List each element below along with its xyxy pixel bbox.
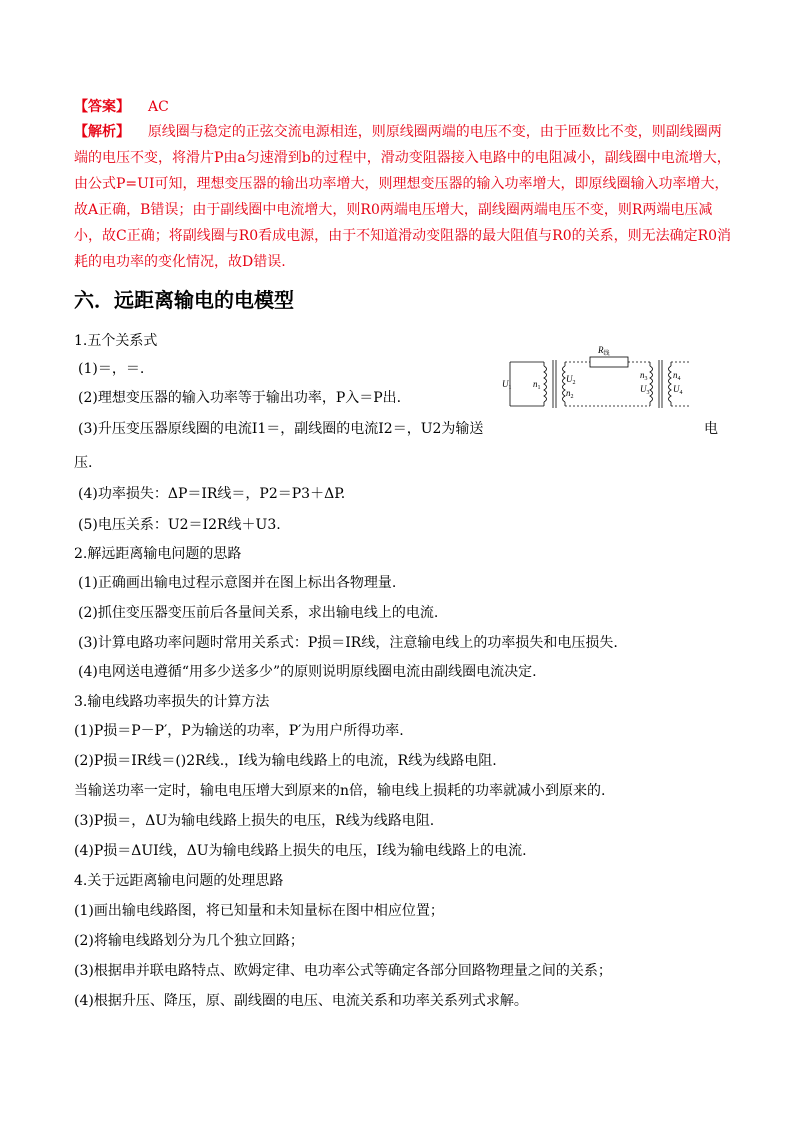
answer-line (74, 96, 169, 116)
loss-1: (1)P损＝P－P′，P为输送的功率，P′为用户所得功率. (74, 723, 404, 739)
handling-3: (3)根据串并联电路特点、欧姆定律、电功率公式等确定各部分回路物理量之间的关系； (74, 963, 612, 979)
approach-2: (2)抓住变压器变压前后各量间关系，求出输电线上的电流. (78, 605, 439, 621)
loss-note: 当输送功率一定时，输电电压增大到原来的n倍，输电线上损耗的功率就减小到原来的. (74, 783, 606, 799)
label-u1: $U_1$ (502, 379, 512, 391)
transmission-circuit-diagram (500, 340, 700, 420)
relation-2: (2)理想变压器的输入功率等于输出功率，P入＝P出. (78, 390, 402, 406)
heading-handling: 4.关于远距离输电问题的处理思路 (74, 873, 284, 889)
relation-5: (5)电压关系：U2＝I2R线＋U3. (78, 517, 281, 533)
heading-approach: 2.解远距离输电问题的思路 (74, 546, 242, 562)
analysis-paragraph (74, 119, 734, 275)
label-n3: $n_3$ (640, 370, 648, 382)
handling-4: (4)根据升压、降压，原、副线圈的电压、电流关系和功率关系列式求解。 (74, 993, 528, 1009)
relation-4: (4)功率损失：ΔP＝IR线＝，P2＝P3＋ΔP. (78, 486, 346, 502)
relation-3-tail: 电 (704, 421, 718, 437)
approach-1: (1)正确画出输电过程示意图并在图上标出各物理量. (78, 575, 397, 591)
loss-4: (4)P损＝ΔUI线，ΔU为输电线路上损失的电压，I线为输电线路上的电流. (74, 843, 527, 859)
resistor-label: $R_线$ (598, 345, 610, 357)
label-n2: $n_2$ (566, 388, 574, 400)
handling-2: (2)将输电线路划分为几个独立回路； (74, 933, 304, 949)
analysis-text: 原线圈与稳定的正弦交流电源相连，则原线圈两端的电压不变，由于匝数比不变，则副线圈两端的电压不变，将滑片P由a匀速滑到b的过程中，滑动变阻器接入电路中的电阻减小，副线圈中电流增大，由公式P=UI可知，理想变压器的输出功率增大，则理想变压器的输入功率增大，即原线圈输入功率增大，故A正确，B错误；由于副线圈中电流增大，则R0两端电压增大，副线圈两端电压不变，则R两端电压减小，故C正确；将副线圈与R0看成电源，由于不知道滑动变阻器的最大阻值与R0的关系，则无法确定R0消耗的电功率的变化情况，故D错误. (74, 124, 732, 270)
handling-1: (1)画出输电线路图，将已知量和未知量标在图中相应位置； (74, 903, 444, 919)
label-n1: $n_1$ (533, 379, 541, 391)
approach-3: (3)计算电路功率问题时常用关系式：P损＝IR线，注意输电线上的功率损失和电压损失. (78, 635, 618, 651)
loss-2: (2)P损＝IR线＝()2R线.，I线为输电线路上的电流，R线为线路电阻. (74, 753, 497, 769)
answer-label: 【答案】 (74, 99, 130, 115)
relation-3-wrap: 压. (74, 455, 93, 471)
answer-value: AC (148, 99, 169, 115)
relation-3: (3)升压变压器原线圈的电流I1＝，副线圈的电流I2＝，U2为输送 (78, 421, 484, 437)
label-n4: $n_4$ (673, 370, 681, 382)
approach-4: (4)电网送电遵循“用多少送多少”的原则说明原线圈电流由副线圈电流决定. (78, 664, 537, 680)
relation-1: (1)＝，＝. (78, 361, 145, 377)
heading-five-relations: 1.五个关系式 (74, 333, 158, 349)
label-u2: $U_2$ (566, 374, 576, 386)
loss-3: (3)P损＝，ΔU为输电线路上损失的电压，R线为线路电阻. (74, 813, 435, 829)
analysis-label: 【解析】 (74, 124, 130, 140)
label-u3: $U_3$ (640, 384, 650, 396)
heading-loss-method: 3.输电线路功率损失的计算方法 (74, 694, 270, 710)
label-u4: $U_4$ (673, 384, 683, 396)
section-title: 六．远距离输电的电模型 (74, 288, 294, 312)
